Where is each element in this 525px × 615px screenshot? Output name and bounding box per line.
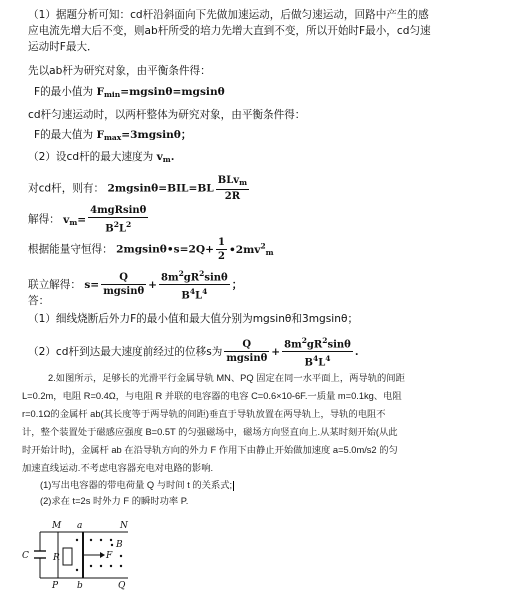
label-n: N xyxy=(120,521,128,531)
numerator: Q xyxy=(224,338,269,352)
fraction-q-mgsin xyxy=(101,271,146,298)
answer-1 xyxy=(28,312,358,326)
text: 对cd杆，则有： xyxy=(28,182,105,195)
text: （1）细线烧断后外力F的最小值和最大值分别为mgsinθ和3mgsinθ； xyxy=(28,313,359,325)
label-a: a xyxy=(77,521,83,531)
solution-line-2 xyxy=(28,24,431,38)
fraction-q-mgsin-answer xyxy=(224,338,269,365)
formula-fmax: $F_{max}=3mgsin\theta$； xyxy=(96,129,192,142)
numerator: Q xyxy=(101,271,146,285)
numerator: 4mgRsinθ xyxy=(90,205,147,216)
label-q: Q xyxy=(118,581,126,590)
field-dot xyxy=(100,539,102,541)
field-dot xyxy=(90,539,92,541)
denominator: mgsinθ xyxy=(226,353,268,365)
label-f: F xyxy=(106,551,113,561)
problem2-para-4: 计，整个装置处于磁感应强度 B=0.5T 的匀强磁场中，磁场方向竖直向上.从某时刻开始(从此 xyxy=(22,427,398,437)
formula-force-balance: 2mgsinθ=BIL=BL xyxy=(107,182,214,195)
fraction-8m2gr2 xyxy=(159,267,230,303)
formula-energy-b: $•2mv^2_m$ xyxy=(228,240,274,257)
field-dot xyxy=(76,539,78,541)
problem2-para-1: 2.如图所示，足够长的光滑平行金属导轨 MN、PQ 固定在同一水平面上，两导轨的间距 xyxy=(48,373,405,383)
label-c: C xyxy=(22,551,29,561)
text: （2）cd杆到达最大速度前经过的位移s为 xyxy=(28,345,223,358)
problem2-para-5: 时开始计时)，金属杆 ab 在沿导轨方向的外力 F 作用下由静止开始做加速度 a=5.0m/s2 的匀 xyxy=(22,445,398,455)
answer-label xyxy=(28,294,49,308)
problem2-para-3: r=0.1Ω的金属杆 ab(其长度等于两导轨的间距)垂直于导轨放置在两导轨上，导轨的电阻不 xyxy=(22,409,386,419)
problem2-para-6: 加速直线运动.不考虑电容器充电对电路的影响. xyxy=(22,463,214,473)
label-b: b xyxy=(77,581,83,590)
solution-line-1 xyxy=(28,8,429,22)
field-dot xyxy=(100,565,102,567)
denominator: $B^4L^4$ xyxy=(181,287,208,302)
numerator: 1 xyxy=(217,237,225,248)
text: 解得： xyxy=(28,213,60,226)
field-dot xyxy=(111,544,113,546)
solution-line-4 xyxy=(28,64,211,78)
fraction-half xyxy=(216,236,227,263)
resistor-r xyxy=(63,548,72,565)
numerator: $8m^2gR^2\sin\theta$ xyxy=(161,269,228,284)
text: cd杆匀速运动时，以两杆整体为研究对象，由平衡条件得： xyxy=(28,109,306,121)
text: 应电流先增大后不变，则ab杆所受的培力先增大直到不变，所以开始时F最小，cd匀速 xyxy=(28,25,431,37)
text: 根据能量守恒得： xyxy=(28,243,113,256)
problem2-question-2: (2)求在 t=2s 时外力 F 的瞬时功率 P. xyxy=(40,496,189,506)
field-dot xyxy=(110,565,112,567)
text: (1)写出电容器的带电荷量 Q 与时间 t 的关系式; xyxy=(40,480,233,490)
field-dot xyxy=(76,569,78,571)
numerator: $8m^2gR^2\sin\theta$ xyxy=(284,336,351,351)
text: （2）设cd杆的最大速度为 xyxy=(28,151,154,163)
problem2-para-2: L=0.2m，电阻 R=0.4Ω，与电阻 R 并联的电容器的电容 C=0.6×10-6F.一质量 m=0.1kg、电阻 xyxy=(22,391,402,401)
text: F的最小值为 xyxy=(34,86,94,98)
solution-line-12 xyxy=(28,267,242,303)
field-dot xyxy=(120,555,122,557)
period: . xyxy=(354,345,359,358)
answer-2 xyxy=(28,334,359,370)
solution-line-11 xyxy=(28,236,274,263)
semicolon: ； xyxy=(231,278,243,291)
label-r: R xyxy=(53,553,60,563)
fraction-blvm-2r xyxy=(216,174,249,203)
text: 先以ab杆为研究对象，由平衡条件得： xyxy=(28,65,211,77)
formula-energy-a: 2mgsinθ•s=2Q+ xyxy=(116,243,214,256)
solution-line-6 xyxy=(28,108,305,122)
solution-line-8 xyxy=(28,150,174,167)
solution-line-5 xyxy=(34,85,225,102)
text: 答： xyxy=(28,295,50,307)
denominator: $B^4L^4$ xyxy=(304,354,331,369)
solution-line-7 xyxy=(34,128,191,145)
force-arrow-head xyxy=(100,552,105,558)
solution-line-9 xyxy=(28,174,251,203)
field-dot xyxy=(110,539,112,541)
denominator: 2 xyxy=(217,251,225,262)
numerator: BLv$_m$ xyxy=(216,174,249,190)
text-cursor xyxy=(233,481,234,491)
denominator: $B^2L^2$ xyxy=(105,220,132,235)
formula-vm-solve: $v_m=$ xyxy=(63,213,87,227)
fraction-vm xyxy=(88,204,148,235)
text: 运动时F最大． xyxy=(28,41,98,53)
field-dot xyxy=(120,565,122,567)
formula-s: s= xyxy=(84,278,100,291)
denominator: 2R xyxy=(224,191,241,202)
text: 联立解得： xyxy=(28,278,81,291)
solution-line-10 xyxy=(28,204,150,235)
label-m: M xyxy=(52,521,62,531)
text: （1）据题分析可知：cd杆沿斜面向下先做加速运动，后做匀速运动，回路中产生的感 xyxy=(28,9,429,21)
problem2-question-1[interactable] xyxy=(40,479,234,491)
fraction-8m2gr2-answer xyxy=(282,334,353,370)
plus-sign: + xyxy=(148,278,158,291)
denominator: mgsinθ xyxy=(103,286,145,298)
label-p: P xyxy=(52,581,59,590)
circuit-figure xyxy=(20,518,150,590)
plus-sign: + xyxy=(271,345,281,358)
formula-fmin: $F_{min}=mgsin\theta=mgsin\theta$ xyxy=(96,86,225,99)
label-b-field: B xyxy=(116,540,123,550)
text: F的最大值为 xyxy=(34,129,94,141)
solution-line-3 xyxy=(28,40,98,54)
formula-vm: $v_m$. xyxy=(156,151,175,164)
field-dot xyxy=(90,565,92,567)
